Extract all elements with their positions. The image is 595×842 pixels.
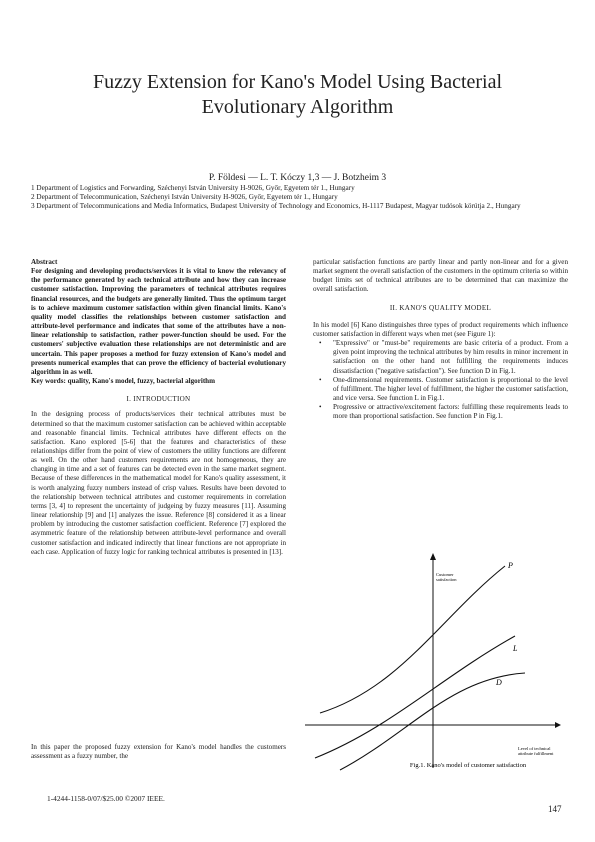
intro-paragraph-1: In the designing process of products/services their technical attributes must be determined so that the maximum customer satisfaction can be achieved within acceptable and reasonable financial limits. Technical attributes have different effects on the satisfaction. Kano explored [5-6] that the features and characteristics of these relationships differ from the point of view of customers the utility functions are different as well. On the other hand customers requirements are not homogeneous, they are changing in time and a set of features can be detected even in the same market segment. Because of these differences in the mathematical model for Kano's quality assessment, it is worth analyzing fuzzy numbers instead of crisp values. Results have been devoted to the relationship between technical attributes and customer requirements in correlation terms [3, 4] to represent the uncertainty of judgeing by fuzzy measures [11]. Assuming linear relationship [9] and [1] analyzes the issue. Reference [8] considered it as a linear problem by introducing the customer satisfaction coefficient. Reference [7] explored the asymmetric feature of the relationship between attribute-level performance and overall customer satisfaction and indicated indirectly that linear functions are not appropriate in each case. Application of fuzzy logic for ranking technical attributes is presented in [13]. bbox=[31, 410, 286, 556]
abstract-text: For designing and developing products/services it is vital to know the relevancy of the performance generated by each technical attribute and how they can increase customer satisfaction. Improving the parameters of technical attributes requires financial resources, and the budgets are generally limited. Thus the optimum target is to achieve maximum customer satisfaction within given financial limits. Kano's quality model classifies the relationships between customer satisfaction and attribute-level performance and indicates that some of the attributes have a non-linear relationship to satisfaction, rather power-function should be used. For the customers' subjective evaluation these relationships are not deterministic and are uncertain. This paper proposes a method for fuzzy extension of Kano's model and presents numerical examples that can prove the efficiency of bacterial evolutionary algorithm in as well. bbox=[31, 267, 286, 376]
y-axis-label-line2: satisfaction bbox=[436, 577, 457, 582]
intro-paragraph-2: In this paper the proposed fuzzy extension for Kano's model handles the customers assessment as a fuzzy number, the bbox=[31, 743, 286, 761]
section-heading-kano-model: II. KANO'S QUALITY MODEL bbox=[389, 303, 492, 312]
curve-label-d: D bbox=[496, 678, 502, 687]
x-axis-arrow bbox=[555, 722, 561, 728]
x-axis-label-line2: attribute fulfillment bbox=[518, 751, 554, 756]
page-number: 147 bbox=[548, 804, 562, 814]
curve-p bbox=[320, 566, 505, 713]
copyright-footer: 1-4244-1158-0/07/$25.00 ©2007 IEEE. bbox=[47, 794, 165, 803]
y-axis-label-line1: Customer bbox=[436, 572, 454, 577]
list-item: • "Expressive" or "must-be" requirements are basic criteria of a product. From a given point improving the technical attributes by him results in minor increment in satisfaction on the other hand not fulfilling the requirements induces dissatisfaction ("negative satisfaction"). See function D in Fig.1. bbox=[313, 339, 568, 376]
paper-title-line2: Evolutionary Algorithm bbox=[201, 96, 394, 118]
affiliation-1: 1 Department of Logistics and Forwarding, Széchenyi István University H-9026, Győr, Egyetem tér 1., Hungary bbox=[31, 184, 355, 192]
figure-caption: Fig.1. Kano's model of customer satisfaction bbox=[409, 762, 527, 769]
list-item: • One-dimensional requirements. Customer satisfaction is proportional to the level of fulfillment. The higher level of fulfillment, the higher the customer satisfaction, and vice versa. See function L in Fig.1. bbox=[313, 376, 568, 403]
affiliation-3: 3 Department of Telecommunications and Media Informatics, Budapest University of Technology and Economics, H-1117 Budapest, Magyar tudósok körútja 2., Hungary bbox=[31, 202, 521, 210]
curve-label-l: L bbox=[513, 644, 518, 653]
abstract-heading: Abstract bbox=[31, 258, 58, 266]
author-list: P. Földesi — L. T. Kóczy 1,3 — J. Botzheim 3 bbox=[208, 173, 387, 183]
x-axis-label-line1: Level of technical bbox=[518, 746, 551, 751]
requirement-type-list bbox=[313, 339, 568, 421]
paper-title-line1: Fuzzy Extension for Kano's Model Using Bacterial bbox=[92, 71, 503, 93]
curve-l bbox=[315, 636, 515, 758]
left-column bbox=[31, 258, 286, 557]
curve-label-p: P bbox=[508, 561, 513, 570]
list-item: • Progressive or attractive/excitement factors: fulfilling these requirements leads to more than proportional satisfaction. See function P in Fig.1. bbox=[313, 403, 568, 421]
affiliation-2: 2 Department of Telecommunication, Széchenyi István University H-9026, Győr, Egyetem tér 1., Hungary bbox=[31, 193, 338, 201]
right-column bbox=[313, 258, 568, 422]
section-heading-introduction: I. INTRODUCTION bbox=[126, 395, 191, 404]
y-axis-arrow bbox=[430, 553, 436, 560]
keywords: Key words: quality, Kano's model, fuzzy, bacterial algorithm bbox=[31, 377, 216, 386]
kano-model-figure bbox=[300, 548, 570, 773]
right-paragraph-1: particular satisfaction functions are partly linear and partly non-linear and for a given market segment the overall satisfaction of the customers in the optimum criteria so within budget limits set of technical attributes are to be determined that can maximize the overall satisfaction. bbox=[313, 258, 568, 294]
kano-intro-paragraph: In his model [6] Kano distinguishes three types of product requirements which influence customer satisfaction in different ways when met (see Figure 1): bbox=[313, 320, 568, 338]
